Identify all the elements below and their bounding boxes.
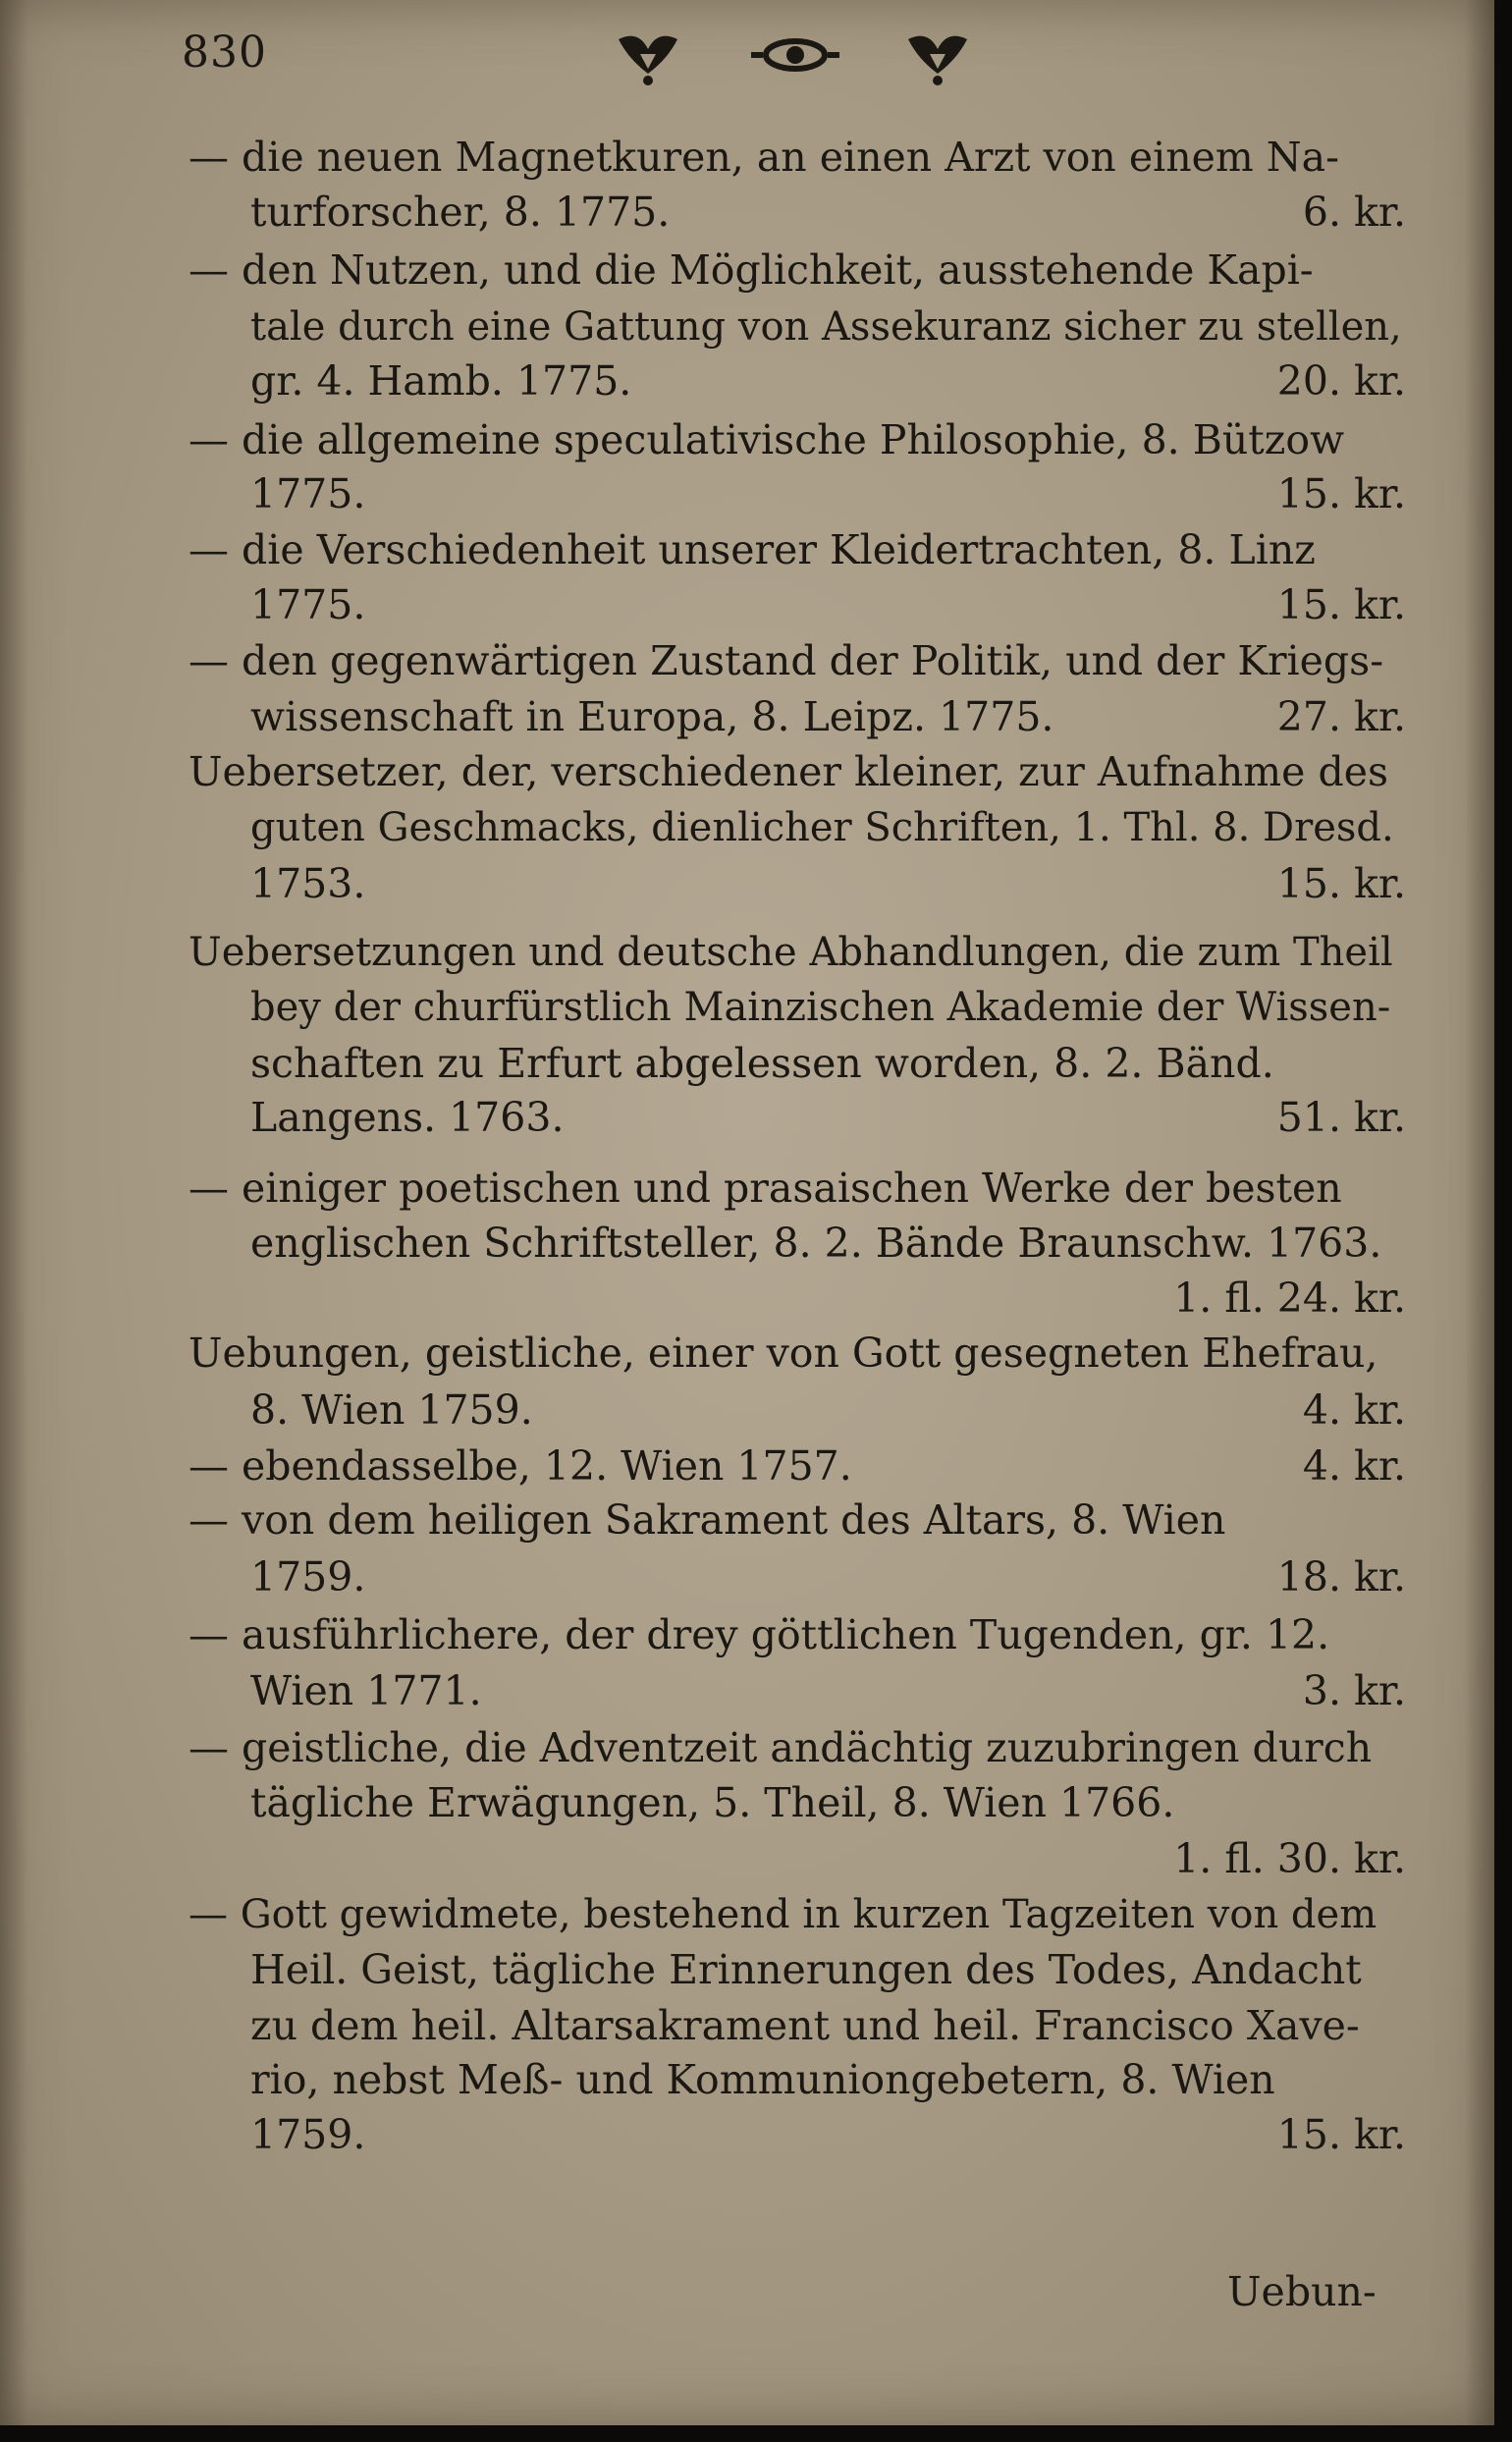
entry-line bbox=[0, 744, 1494, 799]
entry-text: bey der churfürstlich Mainzischen Akademie der Wissen- bbox=[250, 985, 1391, 1030]
entry-line bbox=[0, 1326, 1494, 1381]
entry-price: 3. kr. bbox=[1302, 1667, 1406, 1714]
entry-line bbox=[0, 633, 1494, 688]
entry-text: 1759. bbox=[250, 1553, 366, 1601]
entry-price: 1. fl. 24. kr. bbox=[1173, 1275, 1406, 1322]
entry-text: Heil. Geist, tägliche Erinnerungen des Todes, Andacht bbox=[250, 1946, 1362, 1993]
entry-line bbox=[0, 466, 1494, 521]
entry-line bbox=[0, 800, 1494, 855]
entry-text: guten Geschmacks, dienlicher Schriften, 1. Thl. 8. Dresd. bbox=[250, 805, 1394, 850]
entry-line bbox=[0, 1383, 1494, 1438]
center-ornament-icon bbox=[751, 41, 839, 69]
entry-line bbox=[0, 856, 1494, 911]
entry-text: Uebersetzungen und deutsche Abhandlungen, die zum Theil bbox=[189, 930, 1393, 975]
entry-line bbox=[0, 299, 1494, 354]
entry-text: — von dem heiligen Sakrament des Altars, 8. Wien bbox=[189, 1496, 1226, 1544]
fleuron-icon bbox=[619, 36, 677, 85]
entry-line bbox=[0, 1663, 1494, 1718]
entry-price: 15. kr. bbox=[1276, 2111, 1406, 2158]
entry-text: — ebendasselbe, 12. Wien 1757. bbox=[189, 1442, 852, 1490]
entry-line bbox=[0, 522, 1494, 577]
entry-line bbox=[0, 1216, 1494, 1271]
catchword: Uebun- bbox=[1227, 2268, 1377, 2315]
entry-line bbox=[0, 2052, 1494, 2107]
entry-line bbox=[0, 1492, 1494, 1547]
entry-text: rio, nebst Meß- und Kommuniongebetern, 8. Wien bbox=[250, 2056, 1275, 2103]
entry-price: 1. fl. 30. kr. bbox=[1173, 1835, 1406, 1882]
entry-text: gr. 4. Hamb. 1775. bbox=[250, 357, 632, 405]
entry-line bbox=[0, 689, 1494, 744]
entry-text: — geistliche, die Adventzeit andächtig zuzubringen durch bbox=[189, 1724, 1373, 1771]
entry-text: turforscher, 8. 1775. bbox=[250, 189, 671, 236]
entry-line bbox=[0, 1271, 1494, 1326]
entry-line bbox=[0, 130, 1494, 185]
entry-price: 20. kr. bbox=[1276, 357, 1406, 405]
entry-line bbox=[0, 2107, 1494, 2162]
entry-line bbox=[0, 1942, 1494, 1997]
entry-line bbox=[0, 1090, 1494, 1145]
entry-text: 1753. bbox=[250, 860, 366, 907]
entry-text: Langens. 1763. bbox=[250, 1094, 565, 1141]
entry-text: Wien 1771. bbox=[250, 1667, 482, 1714]
entry-line bbox=[0, 577, 1494, 632]
entry-text: tägliche Erwägungen, 5. Theil, 8. Wien 1766. bbox=[250, 1779, 1175, 1826]
entry-line bbox=[0, 412, 1494, 467]
entry-price: 18. kr. bbox=[1276, 1553, 1406, 1601]
entry-text: — die Verschiedenheit unserer Kleidertrachten, 8. Linz bbox=[189, 526, 1316, 573]
entry-line bbox=[0, 1161, 1494, 1216]
entry-text: — die allgemeine speculativische Philosophie, 8. Bützow bbox=[189, 416, 1345, 463]
entry-line bbox=[0, 1438, 1494, 1493]
entry-line bbox=[0, 1720, 1494, 1775]
entry-text: — den Nutzen, und die Möglichkeit, ausstehende Kapi- bbox=[189, 246, 1314, 294]
entry-text: — ausführlichere, der drey göttlichen Tugenden, gr. 12. bbox=[189, 1611, 1330, 1658]
entry-text: wissenschaft in Europa, 8. Leipz. 1775. bbox=[250, 693, 1054, 740]
entry-line bbox=[0, 1831, 1494, 1886]
header-ornaments bbox=[579, 22, 1011, 90]
entry-text: — den gegenwärtigen Zustand der Politik, und der Kriegs- bbox=[189, 637, 1384, 684]
entry-price: 27. kr. bbox=[1276, 693, 1406, 740]
entry-line bbox=[0, 243, 1494, 298]
entry-text: zu dem heil. Altarsakrament und heil. Francisco Xave- bbox=[250, 2002, 1360, 2049]
entry-text: — die neuen Magnetkuren, an einen Arzt von einem Na- bbox=[189, 134, 1339, 181]
entry-text: 1759. bbox=[250, 2111, 366, 2158]
entry-text: — Gott gewidmete, bestehend in kurzen Tagzeiten von dem bbox=[189, 1892, 1377, 1937]
fleuron-icon bbox=[908, 36, 967, 85]
entry-price: 51. kr. bbox=[1276, 1094, 1406, 1141]
entry-line bbox=[0, 980, 1494, 1035]
entry-line bbox=[0, 1775, 1494, 1830]
entry-line bbox=[0, 1549, 1494, 1604]
entry-text: tale durch eine Gattung von Assekuranz sicher zu stellen, bbox=[250, 304, 1402, 350]
entry-price: 15. kr. bbox=[1276, 470, 1406, 517]
entry-text: 1775. bbox=[250, 470, 366, 517]
entry-line bbox=[0, 1887, 1494, 1942]
entry-line bbox=[0, 185, 1494, 240]
entry-price: 4. kr. bbox=[1302, 1442, 1406, 1490]
entry-line bbox=[0, 925, 1494, 980]
entry-text: schaften zu Erfurt abgelessen worden, 8. 2. Bänd. bbox=[250, 1040, 1274, 1087]
entry-text: 8. Wien 1759. bbox=[250, 1386, 533, 1434]
entry-text: 1775. bbox=[250, 581, 366, 628]
entry-line bbox=[0, 1607, 1494, 1662]
entry-price: 15. kr. bbox=[1276, 581, 1406, 628]
entry-price: 4. kr. bbox=[1302, 1386, 1406, 1434]
entry-text: Uebersetzer, der, verschiedener kleiner, zur Aufnahme des bbox=[189, 748, 1388, 795]
entry-line bbox=[0, 353, 1494, 408]
entry-text: — einiger poetischen und prasaischen Werke der besten bbox=[189, 1165, 1342, 1212]
entry-price: 6. kr. bbox=[1302, 189, 1406, 236]
entry-price: 15. kr. bbox=[1276, 860, 1406, 907]
entry-text: englischen Schriftsteller, 8. 2. Bände Braunschw. 1763. bbox=[250, 1220, 1382, 1267]
entry-text: Uebungen, geistliche, einer von Gott gesegneten Ehefrau, bbox=[189, 1330, 1378, 1377]
entry-line bbox=[0, 1036, 1494, 1091]
entry-line bbox=[0, 1998, 1494, 2053]
page-number: 830 bbox=[182, 27, 267, 78]
